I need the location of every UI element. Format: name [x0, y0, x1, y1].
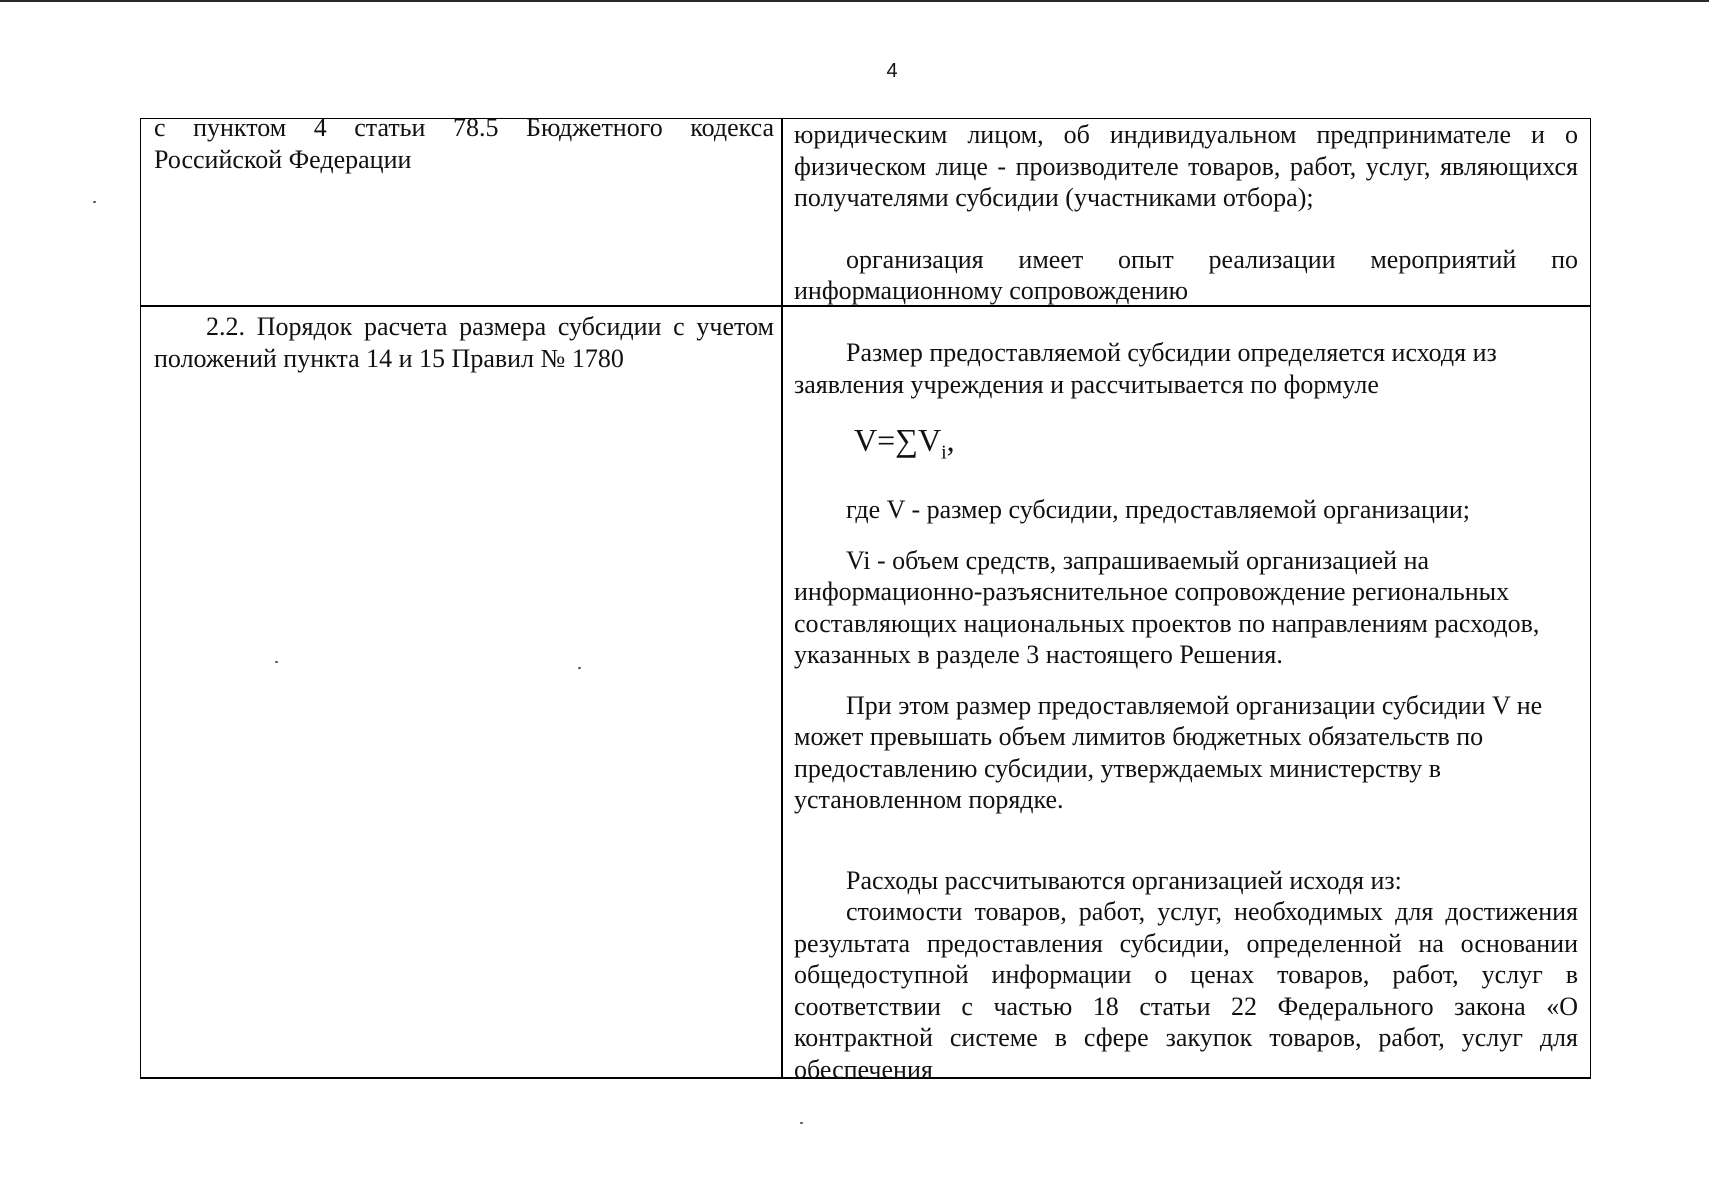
subsidy-formula [854, 420, 1578, 472]
scan-top-edge [0, 0, 1709, 2]
page-number: 4 [886, 60, 898, 82]
formula-main: V=∑V [854, 422, 942, 458]
criteria-text: с пунктом 4 статьи 78.5 Бюджетного кодекса Российской Федерации [154, 113, 774, 174]
table-cell-section-heading [154, 311, 774, 374]
formula-tail: , [946, 422, 955, 458]
table-cell-calculation-procedure [794, 337, 1578, 1085]
expense-basis-paragraph: Расходы рассчитываются организацией исходя из: [846, 865, 1402, 895]
goods-cost-paragraph: стоимости товаров, работ, услуг, необходимых для достижения результата предоставления субсидии, определенной на основании общедоступной информации о ценах товаров, работ, услуг в соответствии с частью 18 статьи 22 Федерального закона «О контрактной системе в сфере закупок товаров, работ, услуг для обеспечения [794, 897, 1578, 1084]
variable-v-definition: где V - размер субсидии, предоставляемой организации; [846, 495, 1470, 525]
requirements-paragraph: юридическим лицом, об индивидуальном предпринимателе и о физическом лице - производителе товаров, работ, услуг, являющихся получателями субсидии (участниками отбора); [794, 120, 1578, 212]
experience-paragraph: организация имеет опыт реализации мероприятий по информационному сопровождению [794, 244, 1578, 305]
scan-speck [800, 1122, 803, 1124]
table-cell-requirements-continuation [794, 119, 1578, 307]
section-heading-text: 2.2. Порядок расчета размера субсидии с учетом положений пункта 14 и 15 Правил № 1780 [154, 312, 774, 373]
formula-subscript: i [941, 441, 947, 464]
table-cell-criteria-continuation [154, 112, 774, 175]
variable-vi-definition: Vi - объем средств, запрашиваемый организацией на информационно-разъяснительное сопровождение региональных составляющих национальных проектов по направлениям расходов, указанных в разделе 3 настоящего Решения. [794, 545, 1540, 670]
table-column-divider [781, 118, 783, 1079]
scan-speck [93, 201, 96, 203]
subsidy-limit-paragraph: При этом размер предоставляемой организации субсидии V не может превышать объем лимитов бюджетных обязательств по предоставлению субсидии, утверждаемых министерству в установленном порядке. [794, 690, 1543, 815]
formula-intro-paragraph: Размер предоставляемой субсидии определяется исходя из заявления учреждения и рассчитывается по формуле [794, 338, 1497, 399]
